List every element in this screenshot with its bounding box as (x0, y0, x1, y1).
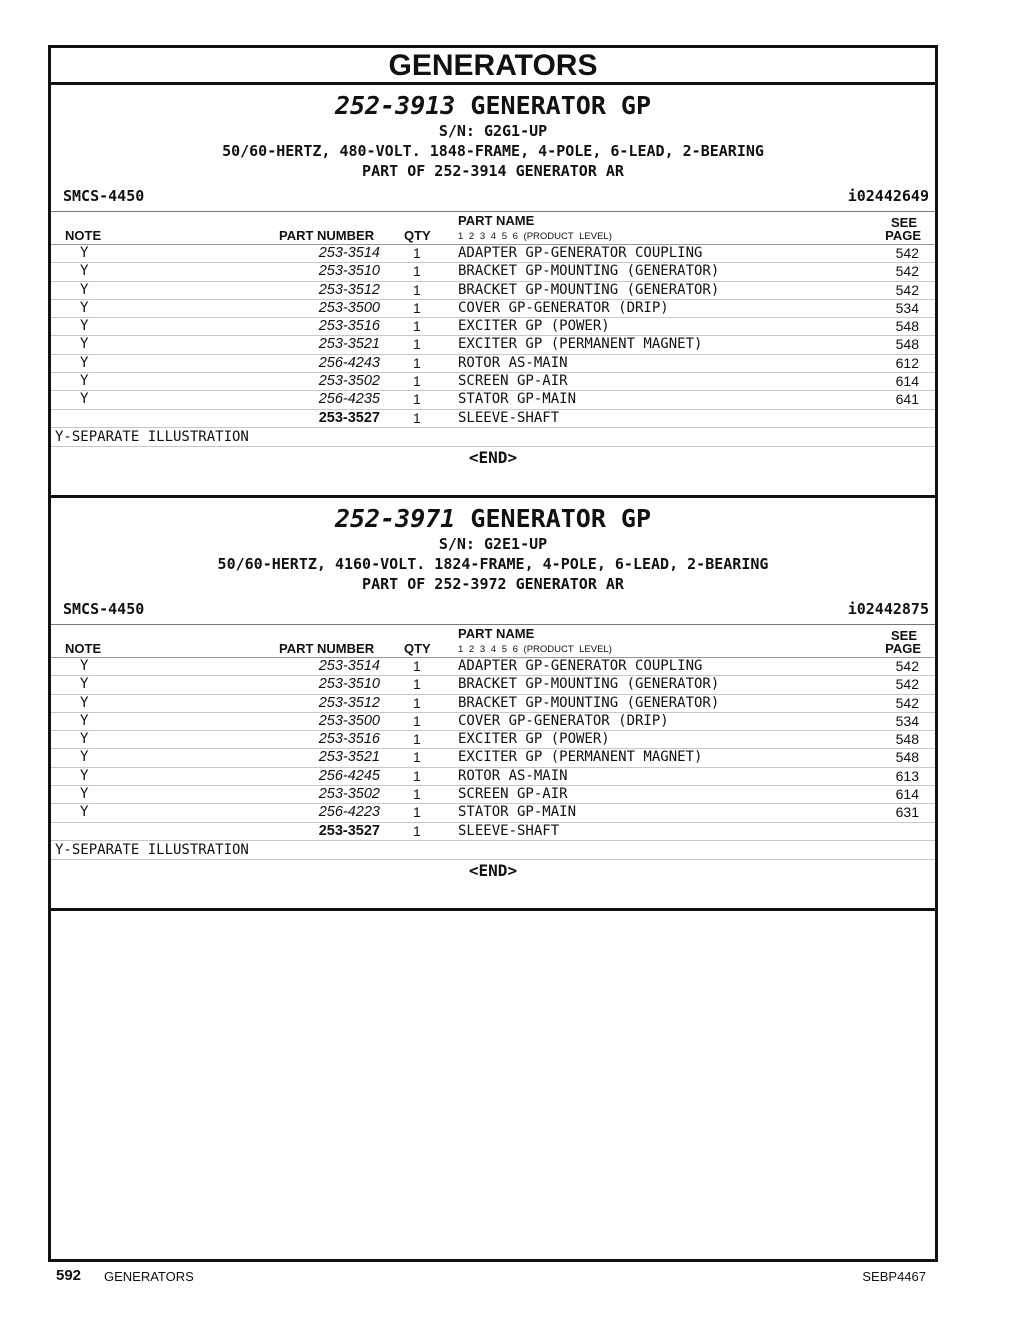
row-part-number[interactable]: 253-3500 (318, 299, 380, 316)
footer-section: GENERATORS (104, 1269, 194, 1284)
col-page-header: PAGE (885, 640, 921, 656)
row-see-page[interactable]: 614 (895, 373, 919, 390)
col-qty-header: QTY (404, 640, 431, 656)
table-row (51, 263, 935, 281)
row-part-number[interactable]: 253-3516 (318, 318, 380, 335)
generator-section (51, 498, 935, 911)
page-number: 592 (56, 1267, 82, 1284)
row-part-number[interactable]: 253-3510 (318, 676, 380, 693)
section-part-number: 252-3913 (334, 91, 456, 120)
col-part-name-header: PART NAME (458, 625, 535, 641)
row-see-page[interactable]: 612 (895, 354, 919, 371)
footnote: Y-SEPARATE ILLUSTRATION (51, 428, 935, 447)
table-header (51, 624, 935, 658)
table-row (51, 823, 935, 841)
part-of: PART OF 252-3914 GENERATOR AR (362, 162, 624, 180)
row-see-page[interactable]: 548 (895, 731, 919, 748)
row-note: Y (80, 354, 89, 371)
row-part-number[interactable]: 256-4235 (318, 391, 380, 408)
part-of: PART OF 252-3972 GENERATOR AR (362, 574, 624, 593)
table-row (51, 749, 935, 767)
col-see-header: SEE (890, 627, 917, 643)
row-see-page[interactable]: 542 (895, 263, 919, 280)
col-qty-header: QTY (404, 228, 431, 243)
row-qty: 1 (413, 712, 421, 729)
row-part-name: SCREEN GP-AIR (458, 786, 568, 803)
table-row (51, 786, 935, 804)
row-part-name: COVER GP-GENERATOR (DRIP) (458, 299, 669, 316)
table-row (51, 676, 935, 694)
serial-number: S/N: G2E1-UP (438, 534, 548, 553)
section-title (51, 498, 935, 534)
row-note: Y (80, 804, 89, 821)
col-see-header: SEE (890, 215, 917, 230)
row-see-page[interactable]: 542 (895, 245, 919, 261)
page-footer (56, 1267, 926, 1287)
row-qty: 1 (413, 263, 421, 280)
row-part-number[interactable]: 253-3521 (318, 749, 380, 766)
row-qty: 1 (413, 409, 421, 426)
row-part-number[interactable]: 253-3500 (318, 712, 380, 729)
table-row (51, 245, 935, 263)
row-qty: 1 (413, 676, 421, 693)
row-qty: 1 (413, 245, 421, 261)
section-description: 50/60-HERTZ, 480-VOLT. 1848-FRAME, 4-POLE, 6-LEAD, 2-BEARING (222, 142, 764, 160)
row-see-page[interactable]: 548 (895, 318, 919, 335)
table-row (51, 391, 935, 409)
row-qty: 1 (413, 318, 421, 335)
row-see-page[interactable]: 548 (895, 336, 919, 353)
end-marker: <END> (468, 860, 518, 880)
col-note-header: NOTE (65, 228, 102, 243)
row-note: Y (80, 391, 89, 408)
table-row (51, 300, 935, 318)
parts-table-body (51, 658, 935, 841)
row-part-number[interactable]: 256-4243 (318, 354, 380, 371)
illustration-id: i02442875 (847, 599, 929, 618)
row-part-name: ROTOR AS-MAIN (458, 767, 568, 784)
illustration-id: i02442649 (847, 187, 929, 205)
row-part-name: BRACKET GP-MOUNTING (GENERATOR) (458, 281, 720, 298)
row-part-name: EXCITER GP (POWER) (458, 318, 610, 335)
row-qty: 1 (413, 336, 421, 353)
serial-number: S/N: G2G1-UP (438, 122, 548, 140)
row-note: Y (80, 299, 89, 316)
section-title (51, 85, 935, 121)
row-part-name: COVER GP-GENERATOR (DRIP) (458, 712, 669, 729)
generator-section (51, 85, 935, 498)
row-see-page[interactable]: 548 (895, 749, 919, 766)
row-part-number[interactable]: 253-3512 (318, 281, 380, 298)
row-note: Y (80, 373, 89, 390)
meta-row (51, 594, 935, 618)
meta-row (51, 181, 935, 205)
row-part-number[interactable]: 253-3512 (318, 694, 380, 711)
table-row (51, 804, 935, 822)
row-part-name: STATOR GP-MAIN (458, 804, 577, 821)
row-see-page[interactable]: 534 (895, 299, 919, 316)
row-see-page[interactable]: 631 (895, 804, 919, 821)
row-note: Y (80, 767, 89, 784)
row-see-page[interactable]: 542 (895, 657, 919, 674)
page-frame (48, 45, 938, 1262)
table-row (51, 695, 935, 713)
row-note: Y (80, 263, 89, 280)
row-part-name: BRACKET GP-MOUNTING (GENERATOR) (458, 263, 720, 280)
section-title-text: GENERATOR GP (470, 91, 652, 120)
table-row (51, 355, 935, 373)
row-part-number[interactable]: 253-3502 (318, 786, 380, 803)
table-row (51, 318, 935, 336)
row-qty: 1 (413, 731, 421, 748)
col-part-name-header: PART NAME (458, 213, 535, 228)
document-id: SEBP4467 (862, 1269, 926, 1284)
row-part-name: SCREEN GP-AIR (458, 373, 568, 390)
row-part-number[interactable]: 256-4223 (318, 804, 380, 821)
row-part-number[interactable]: 253-3514 (318, 657, 380, 674)
row-part-name: EXCITER GP (POWER) (458, 731, 610, 748)
col-page-header: PAGE (885, 228, 921, 243)
row-note: Y (80, 676, 89, 693)
product-level-header: 1 2 3 4 5 6 (PRODUCT LEVEL) (458, 231, 612, 242)
row-part-name: ADAPTER GP-GENERATOR COUPLING (458, 245, 703, 261)
row-part-number[interactable]: 253-3516 (318, 731, 380, 748)
row-part-name: SLEEVE-SHAFT (458, 409, 560, 426)
row-note: Y (80, 749, 89, 766)
row-note: Y (80, 786, 89, 803)
row-part-name: ADAPTER GP-GENERATOR COUPLING (458, 657, 703, 674)
section-header (51, 498, 935, 594)
row-see-page[interactable]: 542 (895, 676, 919, 693)
col-note-header: NOTE (65, 640, 102, 656)
smcs-code: SMCS-4450 (63, 187, 145, 205)
table-header (51, 211, 935, 245)
table-row (51, 410, 935, 428)
row-note: Y (80, 245, 89, 261)
row-qty: 1 (413, 373, 421, 390)
row-qty: 1 (413, 694, 421, 711)
smcs-code: SMCS-4450 (63, 599, 145, 618)
row-see-page[interactable]: 614 (895, 786, 919, 803)
row-part-number[interactable]: 253-3502 (318, 373, 380, 390)
row-part-number[interactable]: 253-3514 (318, 245, 380, 261)
row-qty: 1 (413, 786, 421, 803)
row-note: Y (80, 318, 89, 335)
row-see-page[interactable]: 534 (895, 712, 919, 729)
row-part-name: SLEEVE-SHAFT (458, 822, 560, 839)
row-qty: 1 (413, 299, 421, 316)
row-qty: 1 (413, 767, 421, 784)
row-part-name: BRACKET GP-MOUNTING (GENERATOR) (458, 676, 720, 693)
page-title: GENERATORS (51, 48, 935, 85)
row-qty: 1 (413, 657, 421, 674)
row-part-name: EXCITER GP (PERMANENT MAGNET) (458, 336, 703, 353)
row-qty: 1 (413, 822, 421, 839)
row-note: Y (80, 694, 89, 711)
footnote: Y-SEPARATE ILLUSTRATION (51, 841, 935, 860)
row-note: Y (80, 281, 89, 298)
table-row (51, 768, 935, 786)
table-row (51, 373, 935, 391)
table-row (51, 336, 935, 354)
row-part-number[interactable]: 253-3510 (318, 263, 380, 280)
row-see-page[interactable]: 641 (895, 391, 919, 408)
row-see-page[interactable]: 542 (895, 281, 919, 298)
section-description: 50/60-HERTZ, 4160-VOLT. 1824-FRAME, 4-POLE, 6-LEAD, 2-BEARING (217, 554, 769, 573)
section-part-number: 252-3971 (334, 503, 456, 533)
row-note: Y (80, 731, 89, 748)
table-row (51, 731, 935, 749)
row-part-name: BRACKET GP-MOUNTING (GENERATOR) (458, 694, 720, 711)
row-part-number[interactable]: 256-4245 (318, 767, 380, 784)
parts-table-body (51, 245, 935, 428)
row-qty: 1 (413, 749, 421, 766)
row-qty: 1 (413, 391, 421, 408)
row-note: Y (80, 657, 89, 674)
row-part-name: EXCITER GP (PERMANENT MAGNET) (458, 749, 703, 766)
row-qty: 1 (413, 281, 421, 298)
row-part-name: STATOR GP-MAIN (458, 391, 577, 408)
row-note: Y (80, 336, 89, 353)
row-note: Y (80, 712, 89, 729)
row-qty: 1 (413, 804, 421, 821)
row-see-page[interactable]: 542 (895, 694, 919, 711)
section-header (51, 85, 935, 181)
row-qty: 1 (413, 354, 421, 371)
table-row (51, 282, 935, 300)
row-part-name: ROTOR AS-MAIN (458, 354, 568, 371)
table-row (51, 713, 935, 731)
row-see-page[interactable]: 613 (895, 767, 919, 784)
end-marker: <END> (468, 447, 518, 467)
table-row (51, 658, 935, 676)
section-title-text: GENERATOR GP (470, 503, 652, 533)
row-part-number[interactable]: 253-3521 (318, 336, 380, 353)
col-part-number-header: PART NUMBER (279, 228, 375, 243)
row-part-number: 253-3527 (318, 822, 380, 839)
col-part-number-header: PART NUMBER (279, 640, 375, 656)
row-part-number: 253-3527 (318, 409, 380, 426)
product-level-header: 1 2 3 4 5 6 (PRODUCT LEVEL) (458, 643, 612, 655)
